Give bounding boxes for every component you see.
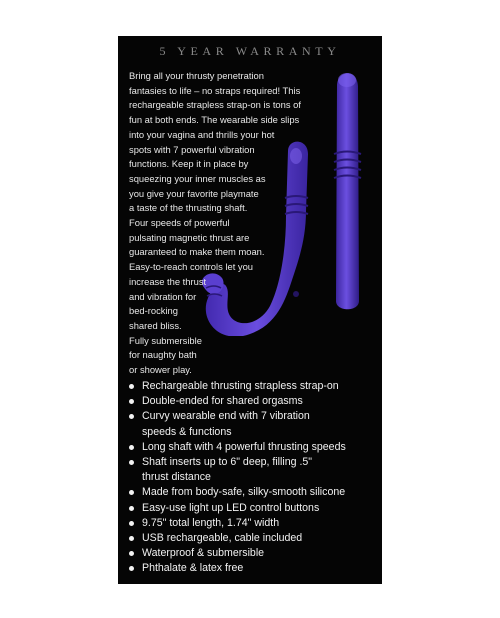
description-line: squeezing your inner muscles as bbox=[129, 172, 266, 184]
feature-text: Waterproof & submersible bbox=[142, 547, 265, 560]
feature-text: Phthalate & latex free bbox=[142, 562, 244, 575]
feature-text: 9.75" total length, 1.74" width bbox=[142, 516, 280, 529]
description-line: functions. Keep it in place by bbox=[129, 158, 249, 170]
description-line: or shower play. bbox=[129, 364, 192, 376]
description-line: fantasies to life – no straps required! This bbox=[129, 84, 301, 96]
straight-shaft bbox=[334, 73, 361, 309]
feature-text: Long shaft with 4 powerful thrusting speeds bbox=[142, 440, 346, 453]
description-line: rechargeable strapless strap-on is tons of bbox=[129, 99, 301, 111]
feature-text: thrust distance bbox=[142, 471, 211, 484]
feature-text: Curvy wearable end with 7 vibration bbox=[142, 410, 310, 423]
description-line: guaranteed to make them moan. bbox=[129, 246, 265, 258]
description-line: for naughty bath bbox=[129, 349, 197, 361]
feature-text: USB rechargeable, cable included bbox=[142, 532, 303, 545]
product-description bbox=[129, 69, 329, 378]
feature-text: Rechargeable thrusting strapless strap-on bbox=[142, 380, 339, 392]
feature-text: Double-ended for shared orgasms bbox=[142, 395, 303, 408]
description-line: pulsating magnetic thrust are bbox=[129, 231, 250, 243]
description-line: you give your favorite playmate bbox=[129, 187, 259, 199]
description-line: a taste of the thrusting shaft. bbox=[129, 202, 248, 214]
feature-item bbox=[128, 394, 378, 409]
feature-item bbox=[128, 379, 378, 394]
feature-item bbox=[128, 546, 378, 561]
feature-item bbox=[128, 501, 378, 516]
feature-text: speeds & functions bbox=[142, 425, 232, 438]
description-line: shared bliss. bbox=[129, 319, 182, 331]
feature-item bbox=[128, 516, 378, 531]
feature-item bbox=[128, 455, 378, 485]
description-line: and vibration for bbox=[129, 290, 197, 302]
feature-item bbox=[128, 561, 378, 576]
description-line: Easy-to-reach controls let you bbox=[129, 261, 254, 273]
feature-text: Easy-use light up LED control buttons bbox=[142, 501, 320, 514]
description-line: Fully submersible bbox=[129, 334, 202, 346]
description-line: spots with 7 powerful vibration bbox=[129, 143, 255, 155]
description-line: Four speeds of powerful bbox=[129, 217, 230, 229]
feature-item bbox=[128, 409, 378, 439]
description-line: bed-rocking bbox=[129, 305, 178, 317]
feature-item bbox=[128, 440, 378, 455]
feature-text: Shaft inserts up to 6" deep, filling .5" bbox=[142, 456, 313, 469]
feature-item bbox=[128, 485, 378, 500]
description-line: increase the thrust bbox=[129, 275, 207, 287]
warranty-heading: 5 YEAR WARRANTY bbox=[159, 44, 341, 58]
description-line: fun at both ends. The wearable side slips bbox=[129, 114, 300, 126]
description-line: into your vagina and thrills your hot bbox=[129, 128, 275, 140]
feature-list bbox=[128, 379, 378, 577]
product-info-panel bbox=[118, 36, 382, 584]
feature-text: Made from body-safe, silky-smooth silicone bbox=[142, 486, 346, 499]
description-line: Bring all your thrusty penetration bbox=[129, 70, 264, 81]
feature-item bbox=[128, 531, 378, 546]
